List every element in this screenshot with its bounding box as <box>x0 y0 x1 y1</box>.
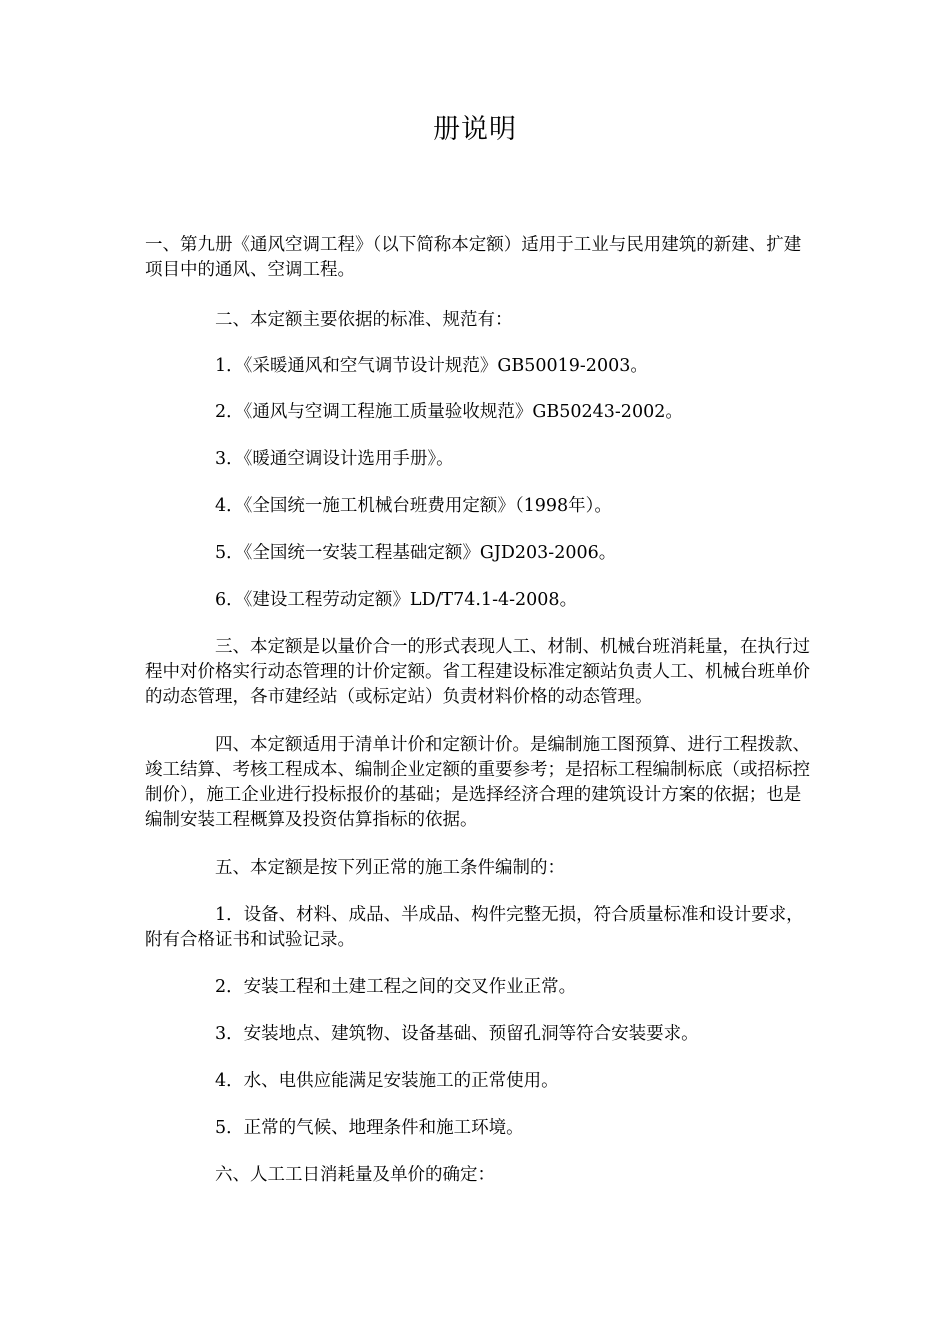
list-item-standard-5: 5．《全国统一安装工程基础定额》GJD203-2006。 <box>215 543 617 563</box>
list-item-condition-1: 1．设备、材料、成品、半成品、构件完整无损，符合质量标准和设计要求，附有合格证书和试验记录。 <box>145 905 804 950</box>
paragraph-1: 一、第九册《通风空调工程》（以下简称本定额）适用于工业与民用建筑的新建、扩建项目中的通风、空调工程。 <box>145 235 802 280</box>
paragraph-5: 五、本定额是按下列正常的施工条件编制的： <box>215 858 565 878</box>
list-item-standard-4: 4．《全国统一施工机械台班费用定额》（1998年）。 <box>215 496 612 516</box>
list-item-condition-3: 3．安装地点、建筑物、设备基础、预留孔洞等符合安装要求。 <box>215 1024 699 1044</box>
paragraph-2: 二、本定额主要依据的标准、规范有： <box>215 310 513 330</box>
list-item-standard-6: 6．《建设工程劳动定额》LD/T74.1-4-2008。 <box>215 590 578 610</box>
list-item-standard-1: 1．《采暖通风和空气调节设计规范》GB50019-2003。 <box>215 356 648 376</box>
list-item-condition-2: 2．安装工程和土建工程之间的交叉作业正常。 <box>215 977 577 997</box>
page-title: 册说明 <box>433 114 517 145</box>
list-item-condition-5: 5．正常的气候、地理条件和施工环境。 <box>215 1118 524 1138</box>
list-item-standard-2: 2．《通风与空调工程施工质量验收规范》GB50243-2002。 <box>215 402 683 422</box>
paragraph-4: 四、本定额适用于清单计价和定额计价。是编制施工图预算、进行工程拨款、竣工结算、考核工程成本、编制企业定额的重要参考；是招标工程编制标底（或招标控制价），施工企业进行投标报价的基础；是选择经济合理的建筑设计方案的依据；也是编制安装工程概算及投资估算指标的依据。 <box>145 735 810 830</box>
list-item-standard-3: 3．《暖通空调设计选用手册》。 <box>215 449 454 469</box>
paragraph-3: 三、本定额是以量价合一的形式表现人工、材制、机械台班消耗量，在执行过程中对价格实行动态管理的计价定额。省工程建设标准定额站负责人工、机械台班单价的动态管理，各市建经站（或标定站）负责材料价格的动态管理。 <box>145 637 810 707</box>
paragraph-6: 六、人工工日消耗量及单价的确定： <box>215 1165 495 1185</box>
list-item-condition-4: 4．水、电供应能满足安装施工的正常使用。 <box>215 1071 559 1091</box>
